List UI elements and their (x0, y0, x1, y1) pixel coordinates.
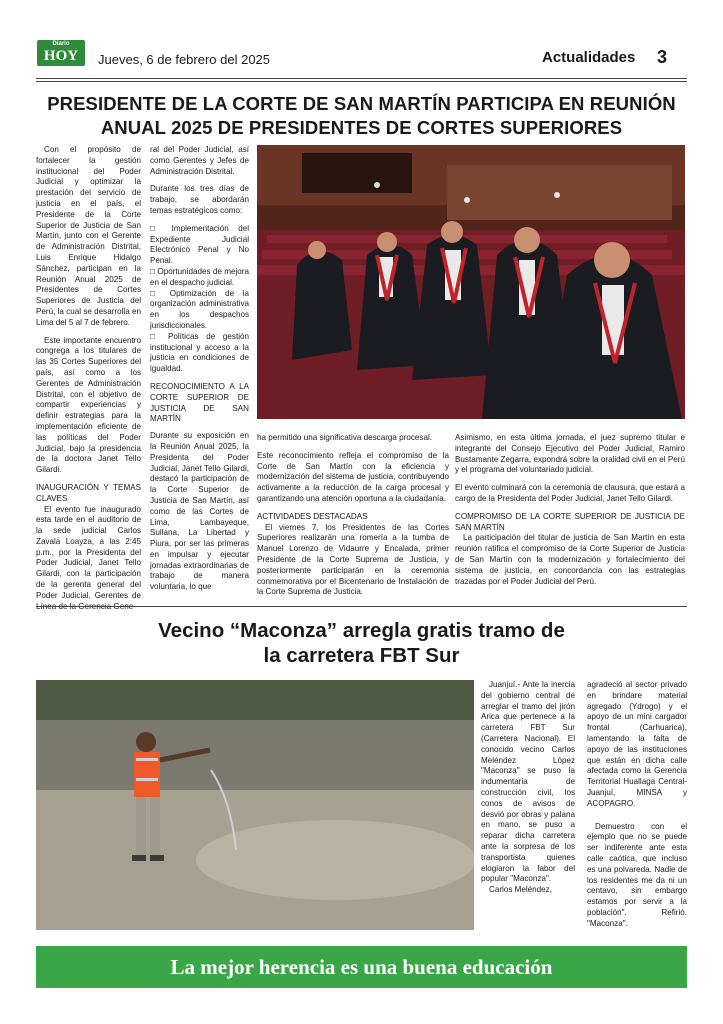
paragraph: El viernes 7, los Presidentes de las Cortes Superiores realizarán una romería a la tumba de Manuel Lorenzo de Vidaurre y Encalada, primer Presidente de la Corte Suprema de Justicia, y posteriormente participarán en la ceremonia conmemorativa por el Bicentenario de Instalación de la Corte Suprema de Justicia. (257, 522, 449, 597)
page-number: 3 (657, 47, 668, 67)
section-name: Actualidades (542, 49, 636, 66)
article2-column-1 (481, 680, 575, 903)
bullet-item: □ Oportunidades de mejora en el despacho judicial. (150, 266, 249, 287)
logo-big-text: HOY (43, 48, 79, 64)
paragraph: Juanjuí.- Ante la inercia del gobierno central de arreglar el tramo del jirón Arica que pertenece a la carretera FBT Sur (Carretera Nacional). El conocido vecino Carlos Meléndez López "Maconza" se puso la indumentaria de construcción civil, los conos de avisos de desvió por obras y palana en mano, se puso a reparar dicha carretera ante la sorpresa de los transportista quienes elogiaron la labor del popular "Maconza". (481, 680, 575, 884)
article2-column-2 (587, 680, 687, 937)
bullet-item: □ Implementación del Expediente Judicial Electrónico Penal y No Penal. (150, 223, 249, 266)
section-divider (36, 606, 687, 607)
newspaper-logo (37, 40, 85, 66)
issue-date: Jueves, 6 de febrero del 2025 (98, 52, 271, 67)
auditorium-photo (257, 145, 685, 419)
subheading: COMPROMISO DE LA CORTE SUPERIOR DE JUSTICIA DE SAN MARTÍN (455, 511, 685, 532)
article2-headline-line2: la carretera FBT Sur (263, 644, 460, 667)
paragraph: Durante los tres días de trabajo, se abordarán temas estratégicos como: (150, 184, 249, 215)
paragraph: Este importante encuentro congrega a los titulares de las 35 Cortes Superiores del país, así como a los Gerentes de Administración Distrital, con el objetivo de compartir experiencias y definir estrategias para la implementación eficiente de las políticas del Poder Judicial, bajo la presidencia de la doctora Janet Tello Gilardi. (36, 335, 141, 475)
paragraph: ral del Poder Judicial, así como Gerentes y Jefes de Administración Distrital. (150, 145, 249, 176)
paragraph: El evento culminará con la ceremonia de clausura, que estará a cargo de la Presidenta del Poder Judicial, Janet Tello Gilardi. (455, 483, 685, 503)
article1-headline (40, 92, 683, 140)
article1-column-2 (150, 145, 249, 593)
header-rule (36, 78, 687, 79)
paragraph: Durante su exposición en la Reunión Anual 2025, la Presidenta del Poder Judicial, Janet Tello Gilardi, destacó la participación de la Corte Superior de Justicia de San Martín, así como de las Cortes de Lima, Lambayeque, Sullana, La Libertad y Piura, por ser las primeras en impulsar y ejecutar jornadas extraordinarias de trabajo de manera voluntaria, lo que (150, 431, 249, 592)
paragraph: Carlos Meléndez, (489, 885, 552, 895)
article1-headline-line1: PRESIDENTE DE LA CORTE DE SAN MARTÍN PARTICIPA EN REUNIÓN (47, 93, 676, 114)
paragraph: El evento fue inaugurado esta tarde en el auditorio de la sede judicial Carlos Zavala Loayza, a las 2:45 p.m., por la Presidenta del Poder Judicial, Janet Tello Gilardi, con la participación de la gerenta general del Poder Judicial, Gerentes de (36, 504, 141, 600)
bullet-item: □ Optimización de la organización administrativa en los despachos jurisdiccionales. (150, 288, 249, 330)
paragraph: Asimismo, en esta última jornada, el juez supremo titular e integrante del Consejo Ejecutivo del Poder Judicial, Ramiro Bustamante Zegarra, expondrá sobre la oralidad civil en el Perú y el programa del voluntariado judicial. (455, 433, 685, 475)
footer-banner: La mejor herencia es una buena educación (36, 946, 687, 988)
paragraph: Demuestro con el ejemplo que no se puede ser indiferente ante esta calle caótica, que incluso es una polvareda. Nadie de los residentes me da ni un centavo, sin embargo estamos por servir a la población". Refirió. "Maconza". (587, 821, 687, 928)
paragraph: La participación del titular de justicia de San Martín en esta reunión ratifica el compromiso de la Corte Superior de Justicia de San Martín con la modernización y fortalecimiento del sistema de justicia, en concordancia con las estrategias trazadas por el Poder Judicial del Perú. (455, 533, 685, 586)
subheading: RECONOCIMIENTO A LA CORTE SUPERIOR DE JUSTICIA DE SAN MARTÍN (150, 381, 249, 424)
subheading: INAUGURACIÓN Y TEMAS CLAVES (36, 482, 141, 503)
paragraph: ha permitido una significativa descarga procesal. (257, 433, 433, 442)
paragraph: Con el propósito de fortalecer la gestión institucional del Poder Judicial y optimizar la prestación del servicio de justicia en el país, el Presidente de la Corte Superior de Justicia de San Martín, junto con el Gerente de Administración Distrital, Luis Enrique Hidalgo Sánchez, participan en la Reunión Anual 2025 de Presidentes de Cortes Superiores de Justicia del Perú, la cual se desarrolla en Lima del 5 al 7 de febrero. (36, 145, 141, 327)
article1-column-1 (36, 145, 141, 619)
article1-headline-line2: ANUAL 2025 DE PRESIDENTES DE CORTES SUPERIORES (100, 117, 623, 138)
paragraph: Este reconocimiento refleja el compromiso de la Corte de San Martín con la eficiencia y modernización del sistema de justicia, contribuyendo activamente a la reducción de la carga procesal y garantizando una atención oportuna a la ciudadanía. (257, 450, 449, 503)
road-repair-photo (36, 680, 474, 930)
paragraph: agradeció al sector privado en brindare material agregado (Ydrogo) y el apoyo de un mini cargador frontal (Carhuarica), lamentando la falta de apoyo de las instituciones que están en dicha calle afectada como la Gerencia Territorial Huallaga Central-Juanjuí, MINSA y ACOPAGRO. (587, 680, 687, 808)
article2-headline (40, 618, 683, 668)
logo-small-text: Diario (52, 41, 70, 47)
article1-column-3 (257, 433, 449, 605)
bullet-item: □ Políticas de gestión institucional y acceso a la justicia en condiciones de igualdad. (150, 331, 249, 374)
subheading: ACTIVIDADES DESTACADAS (257, 511, 368, 521)
article2-headline-line1: Vecino “Maconza” arregla gratis tramo de (158, 619, 565, 642)
article1-column-4 (455, 433, 685, 594)
header-rule-secondary (36, 81, 687, 82)
